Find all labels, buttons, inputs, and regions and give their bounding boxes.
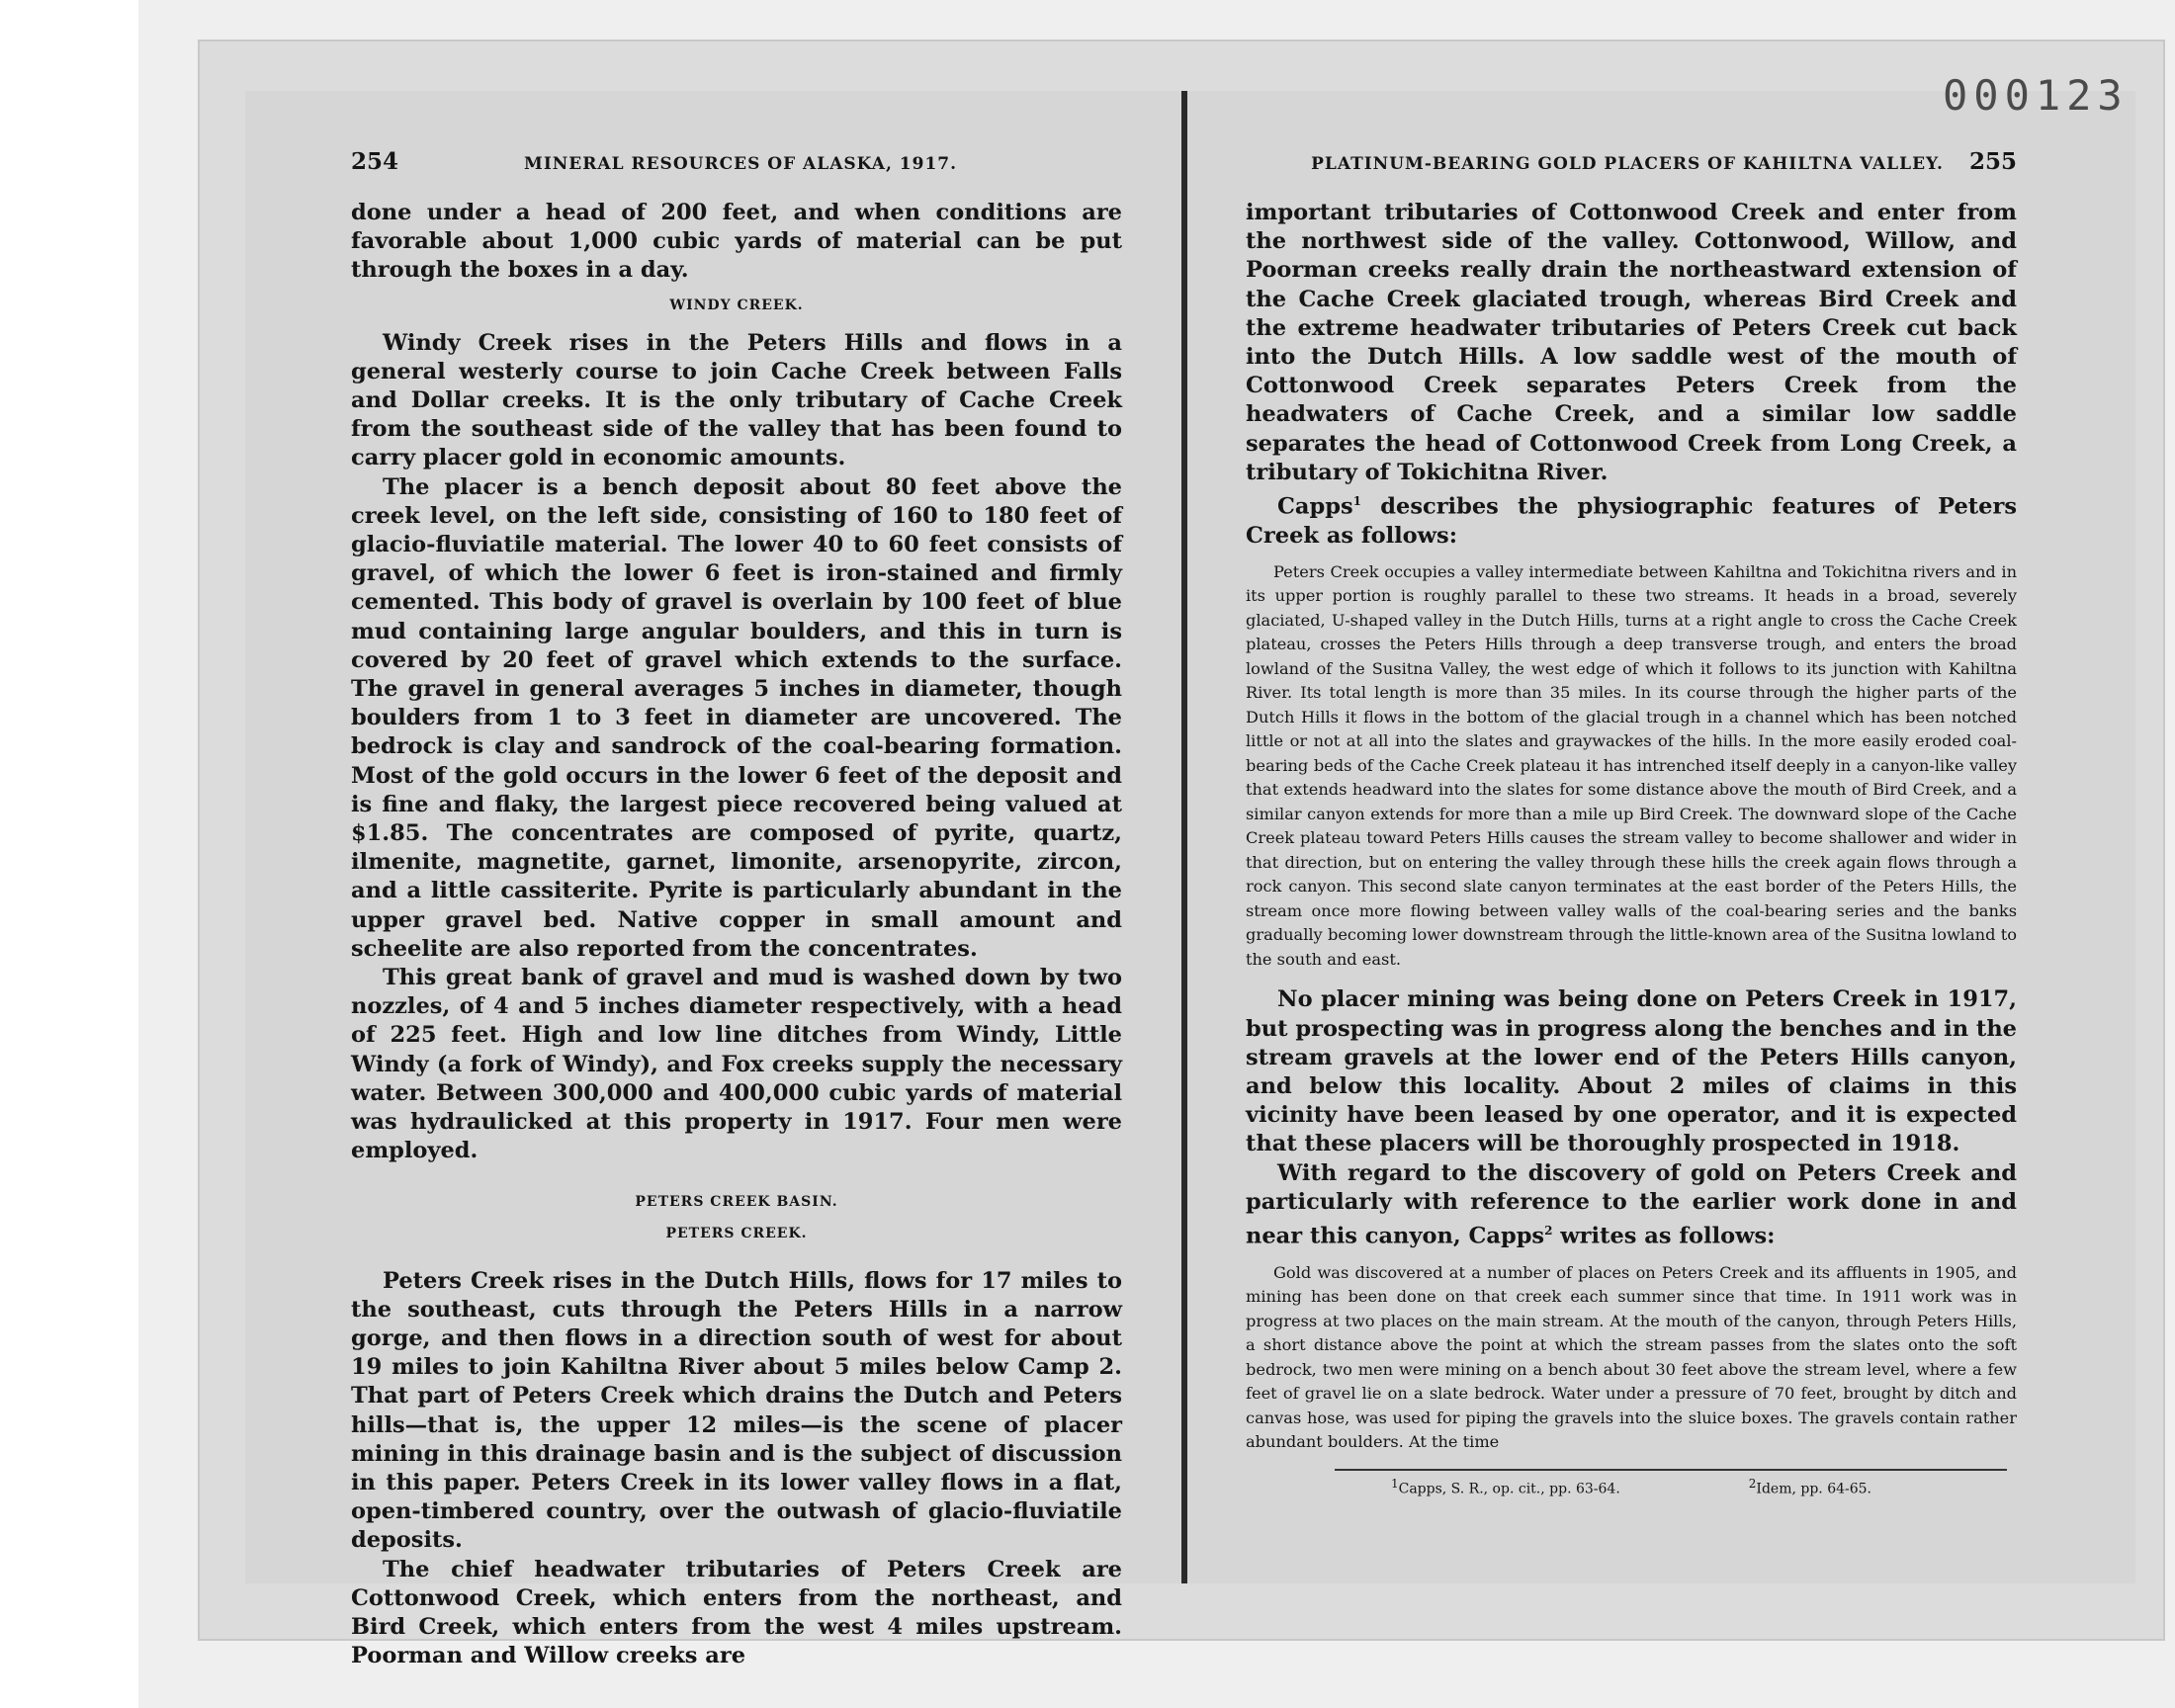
running-head [351,148,1122,175]
footnote-rule [1335,1469,2007,1471]
paragraph: The placer is a bench deposit about 80 feet above the creek level, on the left side, consisting of 160 to 180 feet of glacio-fluviatile material. The lower 40 to 60 feet consists of gravel, of which the lower 6 feet is iron-stained and firmly cemented. This body of gravel is overlain by 100 feet of blue mud containing large angular boulders, and this in turn is covered by 20 feet of gravel which extends to the surface. The gravel in general averages 5 inches in diameter, though boulders from 1 to 3 feet in diameter are uncovered. The bedrock is clay and sandrock of the coal-bearing formation. Most of the gold occurs in the lower 6 feet of the deposit and is fine and flaky, the largest piece recovered being valued at $1.85. The concentrates are composed of pyrite, quartz, ilmenite, magnetite, garnet, limonite, arsenopyrite, zircon, and a little cassiterite. Pyrite is particularly abundant in the upper gravel bed. Native copper in small amount and scheelite are also reported from the concentrates. [351,473,1122,962]
page-number: 255 [1968,148,2017,175]
section-heading: WINDY CREEK. [669,297,804,313]
section-heading: PETERS CREEK BASIN. [635,1193,838,1210]
paragraph: No placer mining was being done on Peters Creek in 1917, but prospecting was in progress along the benches and in the stream gravels at the lower end of the Peters Hills canyon, and below this locality. About 2 miles of claims in this vicinity have been leased by one operator, and it is expected that these placers will be thoroughly prospected in 1918. [1246,986,2017,1157]
paragraph [1246,1159,2017,1251]
running-head [1246,148,2017,175]
footnote-text: Capps, S. R., op. cit., pp. 63-64. [1398,1481,1620,1497]
running-title: MINERAL RESOURCES OF ALASKA, 1917. [524,154,958,174]
paragraph: important tributaries of Cottonwood Creek and enter from the northwest side of the valley. Cottonwood, Willow, and Poorman creeks really drain the northeastward extension of the Cache Creek glaciated trough, whereas Bird Creek and the extreme headwater tributaries of Peters Creek cut back into the Dutch Hills. A low saddle west of the mouth of Cottonwood Creek separates Peters Creek from the headwaters of Cache Creek, and a similar low saddle separates the head of Cottonwood Creek from Long Creek, a tributary of Tokichitna River. [1246,200,2017,485]
book-gutter [1181,91,1187,1583]
archive-stamp: 000123 [1943,71,2129,120]
text-run: describes the physiographic features of Peters Creek as follows: [1246,493,2017,549]
footnote [1749,1477,1871,1497]
footnote-ref: 1 [1352,494,1361,509]
page-number: 254 [351,148,399,175]
paragraph [1246,487,2017,551]
right-page [1246,148,2017,1496]
scan-margin [0,0,138,1708]
footnotes [1246,1477,2017,1497]
text-run: Capps [1277,493,1353,520]
block-quote: Peters Creek occupies a valley intermediate between Kahiltna and Tokichitna rivers and in its upper portion is roughly parallel to these two streams. It heads in a broad, severely glaciated, U-shaped valley in the Dutch Hills, turns at a right angle to cross the Cache Creek plateau, crosses the Peters Hills through a deep transverse trough, and enters the broad lowland of the Susitna Valley, the west edge of which it follows to its junction with Kahiltna River. Its total length is more than 35 miles. In its course through the higher parts of the Dutch Hills it flows in the bottom of the glacial trough in a channel which has been notched little or not at all into the slates and graywackes of the hills. In the more easily eroded coal-bearing beds of the Cache Creek plateau it has intrenched itself deeply in a canyon-like valley that extends headward into the slates for some distance above the mouth of Bird Creek, and a similar canyon extends for more than a mile up Bird Creek. The downward slope of the Cache Creek plateau toward Peters Hills causes the stream valley to become shallower and wider in that direction, but on entering the valley through these hills the creek again flows through a rock canyon. This second slate canyon terminates at the east border of the Peters Hills, the stream once more flowing between valley walls of the coal-bearing series and the banks gradually becoming lower downstream through the little-known area of the Susitna lowland to the south and east. [1246,561,2017,969]
text-run: writes as follows: [1552,1223,1776,1249]
footnote-mark: 2 [1748,1476,1757,1491]
footnote-text: Idem, pp. 64-65. [1756,1481,1872,1497]
paragraph: The chief headwater tributaries of Peters Creek are Cottonwood Creek, which enters from the northeast, and Bird Creek, which enters from the west 4 miles upstream. Poorman and Willow creeks are [351,1556,1122,1669]
block-quote: Gold was discovered at a number of places on Peters Creek and its affluents in 1905, and mining has been done on that creek each summer since that time. In 1911 work was in progress at two places on the main stream. At the mouth of the canyon, through Peters Hills, a short distance above the point at which the stream passes from the slates onto the soft bedrock, two men were mining on a bench about 30 feet above the stream level, where a few feet of gravel lie on a slate bedrock. Water under a pressure of 70 feet, brought by ditch and canvas hose, was used for piping the gravels into the sluice boxes. The gravels contain rather abundant boulders. At the time [1246,1262,2017,1452]
running-title: PLATINUM-BEARING GOLD PLACERS OF KAHILTNA VALLEY. [1311,154,1944,174]
footnote [1391,1477,1620,1497]
footnote-ref: 2 [1544,1224,1553,1238]
left-page [351,148,1122,1670]
paragraph: Windy Creek rises in the Peters Hills and flows in a general westerly course to join Cache Creek between Falls and Dollar creeks. It is the only tributary of Cache Creek from the southeast side of the valley that has been found to carry placer gold in economic amounts. [351,329,1122,471]
paragraph: Peters Creek rises in the Dutch Hills, flows for 17 miles to the southeast, cuts through the Peters Hills in a narrow gorge, and then flows in a direction south of west for about 19 miles to join Kahiltna River about 5 miles below Camp 2. That part of Peters Creek which drains the Dutch and Peters hills—that is, the upper 12 miles—is the scene of placer mining in this drainage basin and is the subject of discussion in this paper. Peters Creek in its lower valley flows in a flat, open-timbered country, over the outwash of glacio-fluviatile deposits. [351,1267,1122,1554]
paragraph: This great bank of gravel and mud is washed down by two nozzles, of 4 and 5 inches diameter respectively, with a head of 225 feet. High and low line ditches from Windy, Little Windy (a fork of Windy), and Fox creeks supply the necessary water. Between 300,000 and 400,000 cubic yards of material was hydraulicked at this property in 1917. Four men were employed. [351,965,1122,1164]
footnote-mark: 1 [1390,1476,1399,1491]
paragraph: done under a head of 200 feet, and when conditions are favorable about 1,000 cubic yards of material can be put through the boxes in a day. [351,200,1122,284]
section-heading: PETERS CREEK. [665,1225,808,1241]
text-run: With regard to the discovery of gold on Peters Creek and particularly with reference to the earlier work done in and near this canyon, Capps [1246,1159,2017,1249]
